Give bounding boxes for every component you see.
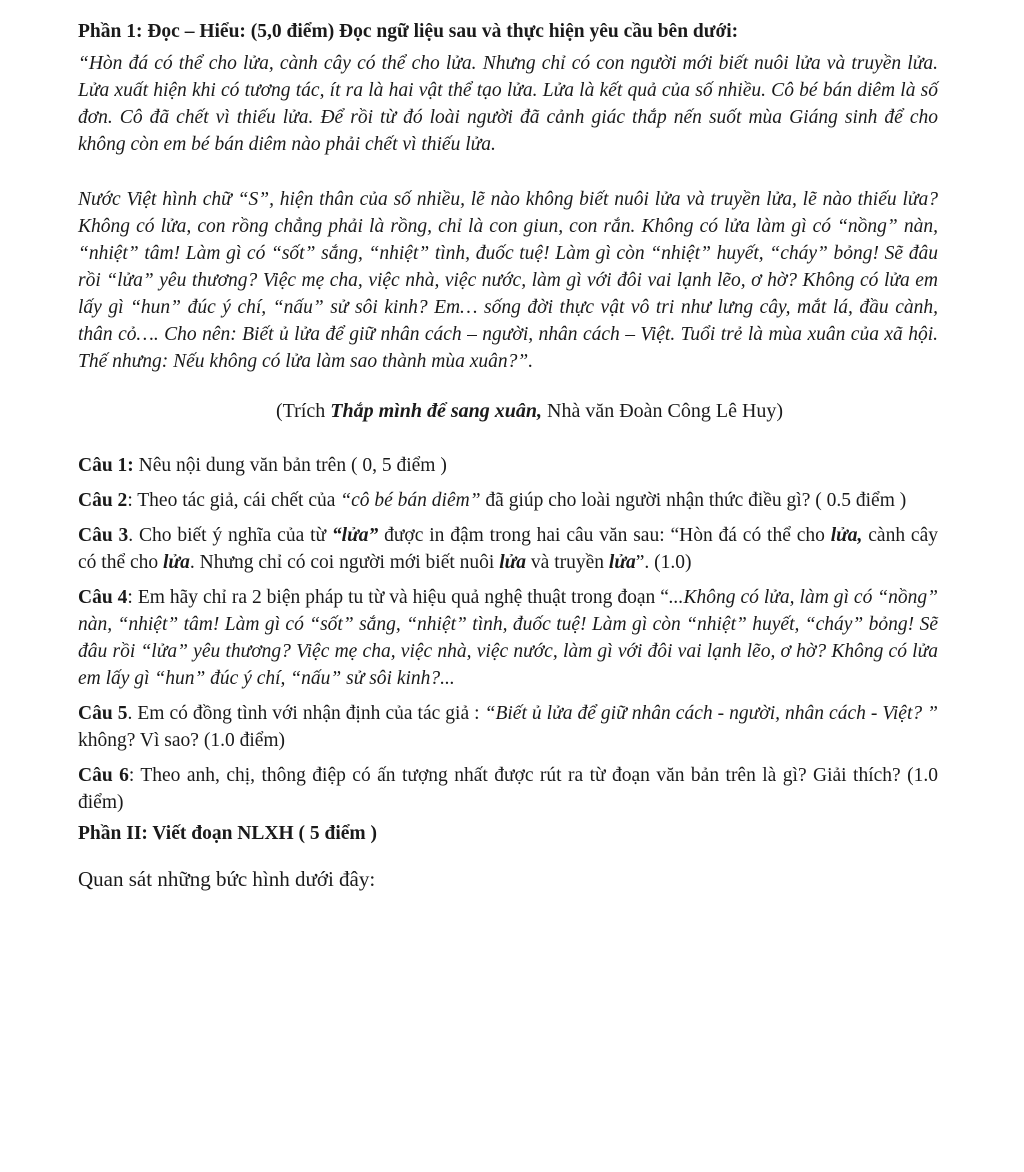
passage-paragraph-2: Nước Việt hình chữ “S”, hiện thân của số nhiều, lẽ nào không biết nuôi lửa và truyền lửa, lẽ nào thiếu lửa? Không có lửa, con rồng chẳng phải là rồng, chỉ là con giun, con rắn. Không có lửa làm gì có “nồng” nàn, “nhiệt” tâm! Làm gì có “sốt” sắng, “nhiệt” tình, đuốc tuệ! Làm gì còn “nhiệt” huyết, “cháy” bỏng! Sẽ đâu rồi “lửa” yêu thương? Việc mẹ cha, việc nhà, việc nước, làm gì với đôi vai lạnh lẽo, ơ hờ? Không có lửa em lấy gì “hun” đúc ý chí, “nấu” sử sôi kinh? Em… sống đời thực vật vô tri như lưng cây, mắt lá, đầu cành, thân cỏ…. Cho nên: Biết ủ lửa để giữ nhân cách – người, nhân cách – Việt. Tuổi trẻ là mùa xuân của xã hội. Thế nhưng: Nếu không có lửa làm sao thành mùa xuân?”. [78,189,938,372]
question-3-mid1: được in đậm trong hai câu văn sau: “Hòn đá có thể cho [378,525,831,546]
question-3-mid3: . Nhưng chỉ có coi người mới biết nuôi [189,552,500,573]
question-3-post: ”. (1.0) [635,552,692,573]
question-5-pre: . Em có đồng tình với nhận định của tác giả : [127,703,485,724]
part2-heading: Phần II: Viết đoạn NLXH ( 5 điểm ) [78,823,378,844]
question-1 [78,452,938,479]
question-2-post: đã giúp cho loài người nhận thức điều gì? ( 0.5 điểm ) [480,490,907,511]
question-2-quote: “cô bé bán diêm” [340,490,481,511]
question-3 [78,522,938,576]
question-3-label: Câu 3 [78,525,129,546]
question-3-mid4: và truyền [526,552,609,573]
question-5 [78,700,938,754]
source-suffix: Nhà văn Đoàn Công Lê Huy) [542,400,784,422]
source-citation [78,397,938,425]
question-3-pre: . Cho biết ý nghĩa của từ [128,525,332,546]
question-2-label: Câu 2 [78,490,128,511]
question-6 [78,762,938,816]
question-3-word-3: lửa [499,552,527,573]
question-5-quote: “Biết ủ lửa để giữ nhân cách - người, nhân cách - Việt? ” [484,703,938,724]
question-3-word-1: lửa, [830,525,863,546]
question-1-label: Câu 1: [78,455,134,476]
question-4-label: Câu 4 [78,587,128,608]
question-2 [78,487,938,514]
question-4-pre: : Em hãy chỉ ra 2 biện pháp tu từ và hiệu quả nghệ thuật trong đoạn “ [127,587,669,608]
question-1-text: Nêu nội dung văn bản trên ( 0, 5 điểm ) [133,455,447,476]
source-title: Thắp mình để sang xuân, [330,400,543,422]
question-3-word-2: lửa [163,552,190,573]
document-page [78,18,938,894]
question-6-label: Câu 6 [78,765,129,786]
question-3-word: “lửa” [331,525,379,546]
part1-heading: Phần 1: Đọc – Hiểu: (5,0 điểm) Đọc ngữ liệu sau và thực hiện yêu cầu bên dưới: [78,21,739,42]
question-6-text: : Theo anh, chị, thông điệp có ấn tượng nhất được rút ra từ đoạn văn bản trên là gì? Giải thích? (1.0 điểm) [78,765,938,813]
passage-paragraph-1: “Hòn đá có thể cho lửa, cành cây có thể cho lửa. Nhưng chỉ có con người mới biết nuôi lửa và truyền lửa. Lửa xuất hiện khi có tương tác, ít ra là hai vật thể tạo lửa. Lửa là kết quả của số nhiều. Cô bé bán diêm là số đơn. Cô đã chết vì thiếu lửa. Để rồi từ đó loài người đã cảnh giác thắp nến suốt mùa Giáng sinh để cho không còn em bé bán diêm nào phải chết vì thiếu lửa. [78,53,938,155]
question-4-quote: ...Không có lửa, làm gì có “nồng” nàn, “nhiệt” tâm! Làm gì có “sốt” sắng, “nhiệt” tình, đuốc tuệ! Làm gì còn “nhiệt” huyết, “cháy” bỏng! Sẽ đâu rồi “lửa” yêu thương? Việc mẹ cha, việc nhà, việc nước, làm gì với đôi vai lạnh lẽo, ơ hờ? Không có lửa em lấy gì “hun” đúc ý chí, “nấu” sử sôi kinh?... [78,587,938,689]
observe-instruction: Quan sát những bức hình dưới đây: [78,867,376,891]
question-3-mid2: cành cây có thể cho [78,525,938,573]
question-5-label: Câu 5 [78,703,128,724]
question-4 [78,584,938,692]
question-2-pre: : Theo tác giả, cái chết của [127,490,341,511]
question-3-word-4: lửa [608,552,636,573]
source-prefix: (Trích [276,400,331,422]
question-5-post: không? Vì sao? (1.0 điểm) [78,730,286,751]
